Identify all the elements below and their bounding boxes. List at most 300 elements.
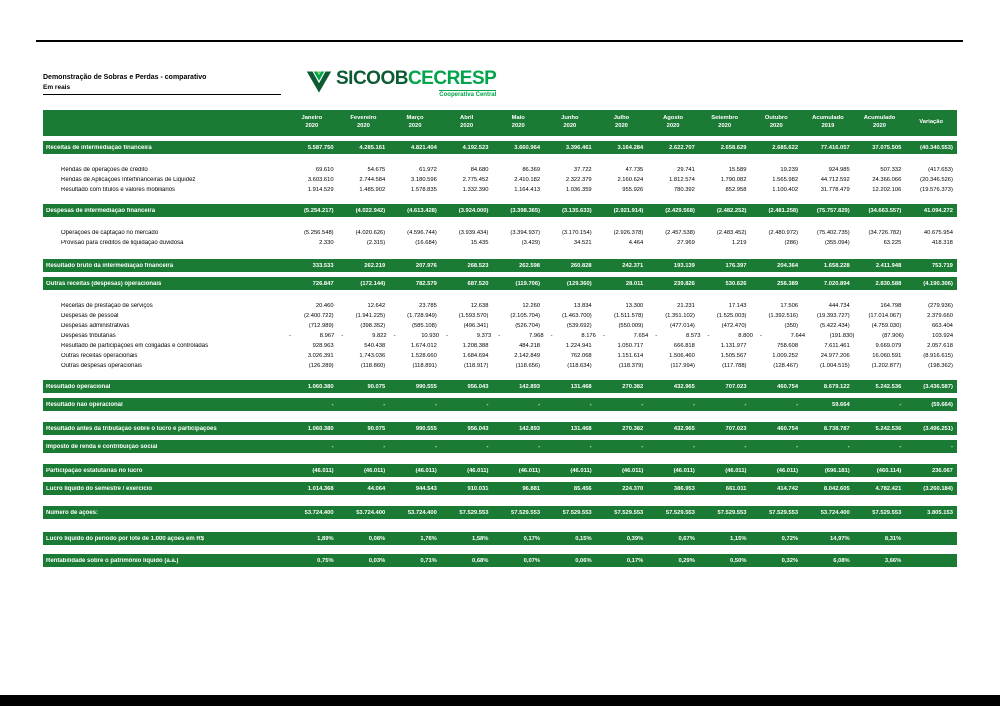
cell: 176.397 bbox=[725, 262, 747, 269]
cell: 928.963 bbox=[312, 343, 334, 349]
cell: 53.724.400 bbox=[407, 509, 437, 516]
cell: 0,32% bbox=[781, 557, 799, 564]
cell: - 8.573 bbox=[655, 333, 701, 339]
row-label: Lucro líquido do semestre / exercício bbox=[46, 485, 153, 492]
table-row bbox=[43, 482, 957, 495]
cell: 12.642 bbox=[367, 303, 386, 309]
cell: (5.256.548) bbox=[303, 230, 334, 236]
cell: 0,68% bbox=[472, 557, 489, 564]
cell: 530.626 bbox=[725, 280, 747, 287]
cell: 61.972 bbox=[419, 167, 437, 173]
cell: 4.464 bbox=[628, 240, 644, 246]
cell: 386.953 bbox=[673, 485, 695, 492]
cell: 1.009.252 bbox=[772, 353, 799, 359]
cell: 12.202.106 bbox=[872, 187, 902, 193]
row-label: Lucro líquido do período por lote de 1.000 ações em R$ bbox=[46, 535, 205, 542]
cell: 4.782.421 bbox=[875, 485, 902, 492]
cell: (1.351.102) bbox=[665, 313, 695, 319]
cell: 852.958 bbox=[725, 187, 747, 193]
cell: - bbox=[641, 443, 644, 450]
cell: 1.050.717 bbox=[617, 343, 644, 349]
cell: (4.759.030) bbox=[871, 323, 902, 329]
cell: - bbox=[847, 443, 850, 450]
cell: (19.576.373) bbox=[920, 187, 953, 193]
cell: 1,15% bbox=[730, 535, 747, 542]
cell: (1.941.225) bbox=[355, 313, 386, 319]
cell: (1.728.949) bbox=[407, 313, 437, 319]
row-label: Despesas de pessoal bbox=[61, 313, 119, 319]
cell: 224.370 bbox=[622, 485, 644, 492]
cell: (1.525.003) bbox=[716, 313, 747, 319]
table-row bbox=[43, 361, 957, 371]
cell: 1.060.380 bbox=[307, 425, 334, 432]
row-label: Operações de captação no mercado bbox=[61, 230, 159, 236]
cell: 1.100.402 bbox=[772, 187, 799, 193]
cell: - bbox=[538, 401, 541, 408]
cell: 2.410.182 bbox=[514, 177, 541, 183]
cell: 1.684.694 bbox=[462, 353, 489, 359]
title-block bbox=[43, 74, 281, 95]
cell: (526.704) bbox=[515, 323, 541, 329]
cell: 1.505.567 bbox=[720, 353, 747, 359]
cell: 1.224.941 bbox=[565, 343, 592, 349]
cell: 3.164.284 bbox=[617, 144, 644, 151]
cell: 13.300 bbox=[625, 303, 644, 309]
cell: 53.724.400 bbox=[820, 509, 850, 516]
table-row bbox=[43, 506, 957, 519]
cell: (1.593.570) bbox=[458, 313, 489, 319]
cell: 418.318 bbox=[931, 240, 953, 246]
cell: 6,08% bbox=[833, 557, 850, 564]
cell: 193.139 bbox=[673, 262, 695, 269]
cell: (46.011) bbox=[673, 467, 695, 474]
cell: (1.392.516) bbox=[768, 313, 799, 319]
cell: (118.379) bbox=[618, 363, 644, 369]
table-row bbox=[43, 311, 957, 321]
column-header: Julho 2020 bbox=[613, 115, 630, 129]
row-label: Despesas administrativas bbox=[61, 323, 130, 329]
cell: (17.014.067) bbox=[868, 313, 902, 319]
row-label: Resultado de participações em coligadas e controladas bbox=[61, 343, 209, 349]
cell: 57.529.553 bbox=[769, 509, 799, 516]
cell: (1.202.877) bbox=[871, 363, 902, 369]
cell: (34.663.557) bbox=[868, 207, 902, 214]
column-header: Maio 2020 bbox=[511, 115, 525, 129]
cell: 707.023 bbox=[725, 383, 747, 390]
cell: - bbox=[692, 401, 695, 408]
cell: 2.622.707 bbox=[669, 144, 695, 151]
cell: 2.142.849 bbox=[514, 353, 541, 359]
cell: (350) bbox=[784, 323, 799, 329]
row-label: Resultado não operacional bbox=[46, 401, 123, 408]
cell: 1.060.380 bbox=[307, 383, 334, 390]
cell: 57.529.553 bbox=[459, 509, 489, 516]
cell: 256.389 bbox=[777, 280, 799, 287]
table-row bbox=[43, 380, 957, 393]
cell: 24.366.066 bbox=[872, 177, 902, 183]
table-row bbox=[43, 398, 957, 411]
cell: 96.881 bbox=[522, 485, 541, 492]
cell: (19.393.727) bbox=[816, 313, 850, 319]
cell: (46.011) bbox=[570, 467, 592, 474]
cell: (172.144) bbox=[360, 280, 386, 287]
cell: (550.009) bbox=[618, 323, 644, 329]
cell: (4.613.428) bbox=[407, 207, 437, 214]
row-label: Número de ações: bbox=[46, 509, 99, 516]
cell: (198.362) bbox=[928, 363, 953, 369]
cell: 460.754 bbox=[777, 425, 799, 432]
cell: 204.364 bbox=[777, 262, 799, 269]
cell: (129.360) bbox=[566, 280, 592, 287]
cell: (496.341) bbox=[463, 323, 489, 329]
cell: (46.011) bbox=[518, 467, 541, 474]
cell: 16.060.591 bbox=[872, 353, 902, 359]
cell: 0,15% bbox=[575, 535, 592, 542]
cell: 956.043 bbox=[467, 425, 489, 432]
cell: 0,72% bbox=[781, 535, 799, 542]
cell: (472.470) bbox=[721, 323, 747, 329]
cell: 63.225 bbox=[883, 240, 902, 246]
column-header: Variação bbox=[919, 119, 944, 126]
row-label: Resultado com títulos e valores mobiliários bbox=[61, 187, 176, 193]
table-row bbox=[43, 554, 957, 567]
table-row bbox=[43, 228, 957, 238]
cell: 15.589 bbox=[728, 167, 747, 173]
cell: 1.219 bbox=[731, 240, 747, 246]
cell: 3.603.610 bbox=[307, 177, 334, 183]
table-row bbox=[43, 341, 957, 351]
footer-bar bbox=[0, 695, 1000, 706]
row-label: Receitas de intermediação financeira bbox=[46, 144, 152, 151]
table-row bbox=[43, 351, 957, 361]
cell: 753.719 bbox=[931, 262, 953, 269]
cell: 103.924 bbox=[932, 333, 954, 339]
cell: 1.674.012 bbox=[411, 343, 437, 349]
cell: 53.724.400 bbox=[356, 509, 386, 516]
cell: 13.834 bbox=[573, 303, 592, 309]
cell: 0,29% bbox=[678, 557, 695, 564]
table-row bbox=[43, 141, 957, 154]
cell: 3.805.153 bbox=[927, 509, 953, 516]
table-row bbox=[43, 204, 957, 217]
sicoob-chevron-icon bbox=[306, 70, 332, 99]
cell: 414.742 bbox=[777, 485, 799, 492]
cell: 2.322.379 bbox=[565, 177, 592, 183]
cell: 726.847 bbox=[312, 280, 334, 287]
cell: (2.315) bbox=[366, 240, 386, 246]
cell: 4.192.523 bbox=[462, 144, 489, 151]
cell: - bbox=[899, 401, 902, 408]
cell: 40.675.954 bbox=[923, 230, 953, 236]
cell: - 8.967 bbox=[289, 333, 335, 339]
table-header-label-spacer bbox=[43, 110, 286, 136]
cell: (118.891) bbox=[412, 363, 437, 369]
cell: 7.020.894 bbox=[823, 280, 850, 287]
column-header: Acumulado 2019 bbox=[812, 115, 844, 129]
cell: 47.735 bbox=[625, 167, 644, 173]
row-label: Provisão para créditos de liquidação duvidosa bbox=[61, 240, 184, 246]
cell: 7.611.461 bbox=[824, 343, 850, 349]
row-label: Outras receitas (despesas) operacionais bbox=[46, 280, 162, 287]
column-header: Agosto 2020 bbox=[663, 115, 684, 129]
cell: (460.114) bbox=[876, 467, 902, 474]
cell: 1.164.413 bbox=[514, 187, 541, 193]
cell: 1,89% bbox=[317, 535, 334, 542]
table-row bbox=[43, 259, 957, 272]
cell: 507.332 bbox=[880, 167, 902, 173]
cell: 1.578.835 bbox=[411, 187, 437, 193]
cell: (1.004.515) bbox=[820, 363, 850, 369]
cell: (2.429.568) bbox=[665, 207, 695, 214]
cell: 8.679.122 bbox=[823, 383, 850, 390]
cell: (398.352) bbox=[360, 323, 386, 329]
cell: - bbox=[796, 401, 799, 408]
table-row bbox=[43, 175, 957, 185]
cell: 268.523 bbox=[467, 262, 489, 269]
cell: 12.638 bbox=[470, 303, 489, 309]
cell: (46.011) bbox=[467, 467, 489, 474]
column-header: Fevereiro 2020 bbox=[350, 115, 377, 129]
cell: 0,50% bbox=[730, 557, 747, 564]
cell: (3.398.365) bbox=[510, 207, 541, 214]
cell: 17.506 bbox=[780, 303, 799, 309]
cell: - 7.654 bbox=[602, 333, 649, 339]
cell: 444.734 bbox=[828, 303, 850, 309]
cell: 2.330 bbox=[319, 240, 334, 246]
cell: 1.014.368 bbox=[307, 485, 334, 492]
cell: 77.416.057 bbox=[820, 144, 850, 151]
cell: (3.429) bbox=[521, 240, 541, 246]
cell: 0,03% bbox=[368, 557, 386, 564]
cell: 782.579 bbox=[415, 280, 437, 287]
cell: (4.596.744) bbox=[407, 230, 437, 236]
row-label: Despesas tributárias bbox=[61, 333, 116, 339]
cell: 131.468 bbox=[570, 383, 592, 390]
cell: 432.965 bbox=[673, 425, 695, 432]
cell: (2.480.972) bbox=[768, 230, 799, 236]
cell: 0,06% bbox=[575, 557, 592, 564]
cell: 666.818 bbox=[673, 343, 695, 349]
cell: 5.587.750 bbox=[307, 144, 334, 151]
cell: 0,17% bbox=[523, 535, 541, 542]
cell: 990.555 bbox=[415, 425, 437, 432]
cell: 3.180.596 bbox=[411, 177, 437, 183]
column-header: Abril 2020 bbox=[460, 115, 474, 129]
cell: 955.926 bbox=[622, 187, 644, 193]
cell: (117.788) bbox=[722, 363, 747, 369]
cell: (3.496.251) bbox=[923, 425, 953, 432]
cell: (3.436.587) bbox=[923, 383, 953, 390]
cell: 131.468 bbox=[570, 425, 592, 432]
row-label: Rendas de Aplicações Interfinanceiras de Liquidez bbox=[61, 177, 196, 183]
column-header: Setembro 2020 bbox=[711, 115, 739, 129]
cell: (2.481.258) bbox=[768, 207, 799, 214]
cell: 23.785 bbox=[419, 303, 437, 309]
cell: (46.011) bbox=[363, 467, 386, 474]
cell: 758.608 bbox=[777, 343, 799, 349]
cell: (118.656) bbox=[515, 363, 541, 369]
row-label: Rentabilidade sobre o patrimônio líquido (a.a.) bbox=[46, 557, 179, 564]
cell: (59.664) bbox=[931, 401, 953, 408]
cell: 1.151.614 bbox=[617, 353, 644, 359]
cell: 1,58% bbox=[472, 535, 489, 542]
cell: 86.369 bbox=[522, 167, 541, 173]
cell: (539.692) bbox=[566, 323, 592, 329]
cell: 1.914.529 bbox=[307, 187, 334, 193]
cell: 31.778.479 bbox=[820, 187, 850, 193]
cell: - 9.822 bbox=[341, 333, 387, 339]
cell: (2.482.252) bbox=[716, 207, 747, 214]
table-row bbox=[43, 422, 957, 435]
row-label: Imposto de renda e contribuição social bbox=[46, 443, 158, 450]
cell: 44.064 bbox=[367, 485, 386, 492]
cell: 8.738.787 bbox=[823, 425, 850, 432]
cell: 270.382 bbox=[622, 383, 644, 390]
cell: 4.821.404 bbox=[411, 144, 437, 151]
cell: (3.135.633) bbox=[562, 207, 592, 214]
cell: (4.022.942) bbox=[355, 207, 386, 214]
cell: 57.529.553 bbox=[717, 509, 747, 516]
cell: 90.075 bbox=[367, 425, 386, 432]
cell: - bbox=[796, 443, 799, 450]
row-label: Rendas de operações de crédito bbox=[61, 167, 148, 173]
row-label: Outras despesas operacionais bbox=[61, 363, 143, 369]
cell: 1.036.359 bbox=[565, 187, 592, 193]
cell: - bbox=[538, 443, 541, 450]
cell: - bbox=[589, 443, 592, 450]
row-label: Despesas de intermediação financeira bbox=[46, 207, 156, 214]
cell: - 10.930 bbox=[393, 333, 439, 339]
cell: (46.011) bbox=[312, 467, 334, 474]
cell: 762.068 bbox=[570, 353, 592, 359]
cell: (696.181) bbox=[824, 467, 850, 474]
cell: (1.511.578) bbox=[614, 313, 644, 319]
cell: (286) bbox=[784, 240, 799, 246]
cell: 1.332.390 bbox=[462, 187, 489, 193]
cell: (2.926.378) bbox=[613, 230, 644, 236]
cell: 1.528.660 bbox=[411, 353, 437, 359]
row-label: Receitas de prestação de serviços bbox=[61, 303, 153, 309]
cell: 2.685.622 bbox=[772, 144, 799, 151]
cell: 1.812.574 bbox=[669, 177, 695, 183]
cell: - 7.968 bbox=[498, 333, 544, 339]
column-header: Março 2020 bbox=[406, 115, 424, 129]
cell: (477.014) bbox=[670, 323, 695, 329]
cell: 1,76% bbox=[420, 535, 437, 542]
cell: 270.382 bbox=[622, 425, 644, 432]
top-rule bbox=[36, 40, 963, 42]
cell: (128.467) bbox=[773, 363, 799, 369]
cell: 460.754 bbox=[777, 383, 799, 390]
cell: 19.239 bbox=[780, 167, 799, 173]
cell: 2.160.624 bbox=[617, 177, 644, 183]
cell: 260.828 bbox=[570, 262, 592, 269]
cell: 2.411.948 bbox=[875, 262, 902, 269]
cell: 0,67% bbox=[678, 535, 695, 542]
cell: (4.190.306) bbox=[923, 280, 953, 287]
cell: 432.965 bbox=[673, 383, 695, 390]
cell: (118.917) bbox=[464, 363, 489, 369]
table-row bbox=[43, 321, 957, 331]
column-header: Junho 2020 bbox=[561, 115, 579, 129]
cell: 14,97% bbox=[830, 535, 850, 542]
cell: (2.483.452) bbox=[716, 230, 747, 236]
table-row bbox=[43, 301, 957, 311]
cell: 944.543 bbox=[415, 485, 437, 492]
cell: (75.402.735) bbox=[816, 230, 850, 236]
cell: 142.893 bbox=[519, 425, 541, 432]
cell: (3.170.154) bbox=[562, 230, 592, 236]
cell: 262.598 bbox=[519, 262, 541, 269]
row-label: Resultado antes da tributação sobre o lucro e participações bbox=[46, 425, 217, 432]
cell: 239.826 bbox=[673, 280, 695, 287]
cell: (279.936) bbox=[928, 303, 953, 309]
table-row bbox=[43, 238, 957, 248]
cell: (3.394.937) bbox=[510, 230, 541, 236]
cell: - bbox=[434, 401, 437, 408]
cell: 1.131.977 bbox=[720, 343, 747, 349]
cell: 57.529.553 bbox=[562, 509, 592, 516]
cell: (20.346.526) bbox=[920, 177, 953, 183]
cell: - bbox=[383, 443, 386, 450]
cell: 3.660.964 bbox=[514, 144, 541, 151]
cell: 90.075 bbox=[367, 383, 386, 390]
table-header-row bbox=[43, 110, 957, 136]
cell: - bbox=[899, 443, 902, 450]
cell: 4.285.161 bbox=[359, 144, 386, 151]
cell: - bbox=[486, 401, 489, 408]
cell: (2.457.538) bbox=[665, 230, 695, 236]
cell: (87.906) bbox=[882, 333, 904, 339]
cell: 85.456 bbox=[573, 485, 592, 492]
cell: 3.026.391 bbox=[307, 353, 334, 359]
cell: (3.260.184) bbox=[923, 485, 953, 492]
table-row bbox=[43, 440, 957, 453]
cell: 59.664 bbox=[831, 401, 850, 408]
cell: 707.023 bbox=[725, 425, 747, 432]
cell: (46.011) bbox=[725, 467, 747, 474]
page-title: Demonstração de Sobras e Perdas - comparativo bbox=[43, 74, 207, 81]
cell: 0,07% bbox=[523, 557, 541, 564]
cell: 57.529.553 bbox=[614, 509, 644, 516]
cell: 57.529.553 bbox=[872, 509, 902, 516]
cell: 3.396.461 bbox=[565, 144, 592, 151]
brand-sicoob: SICOOB bbox=[336, 68, 408, 89]
cell: 3,66% bbox=[884, 557, 902, 564]
cell: (46.011) bbox=[776, 467, 799, 474]
cell: (34.726.782) bbox=[868, 230, 902, 236]
cell: (5.422.434) bbox=[820, 323, 850, 329]
cell: (2.921.914) bbox=[613, 207, 644, 214]
page-subtitle: Em reais bbox=[43, 84, 71, 91]
cell: 1.743.036 bbox=[359, 353, 386, 359]
cell: 41.094.272 bbox=[923, 207, 953, 214]
cell: - bbox=[331, 401, 334, 408]
cell: 0,75% bbox=[317, 557, 334, 564]
cell: 1.658.228 bbox=[823, 262, 850, 269]
cell: 990.555 bbox=[415, 383, 437, 390]
row-label: Resultado operacional bbox=[46, 383, 111, 390]
cell: 15.435 bbox=[470, 240, 489, 246]
cell: 37.722 bbox=[573, 167, 592, 173]
cell: (3.924.000) bbox=[458, 207, 489, 214]
cell: - bbox=[434, 443, 437, 450]
cell: 142.893 bbox=[519, 383, 541, 390]
cell: - bbox=[744, 401, 747, 408]
cell: 37.075.505 bbox=[872, 144, 902, 151]
cell: 0,39% bbox=[626, 535, 644, 542]
cell: (191.830) bbox=[829, 333, 855, 339]
